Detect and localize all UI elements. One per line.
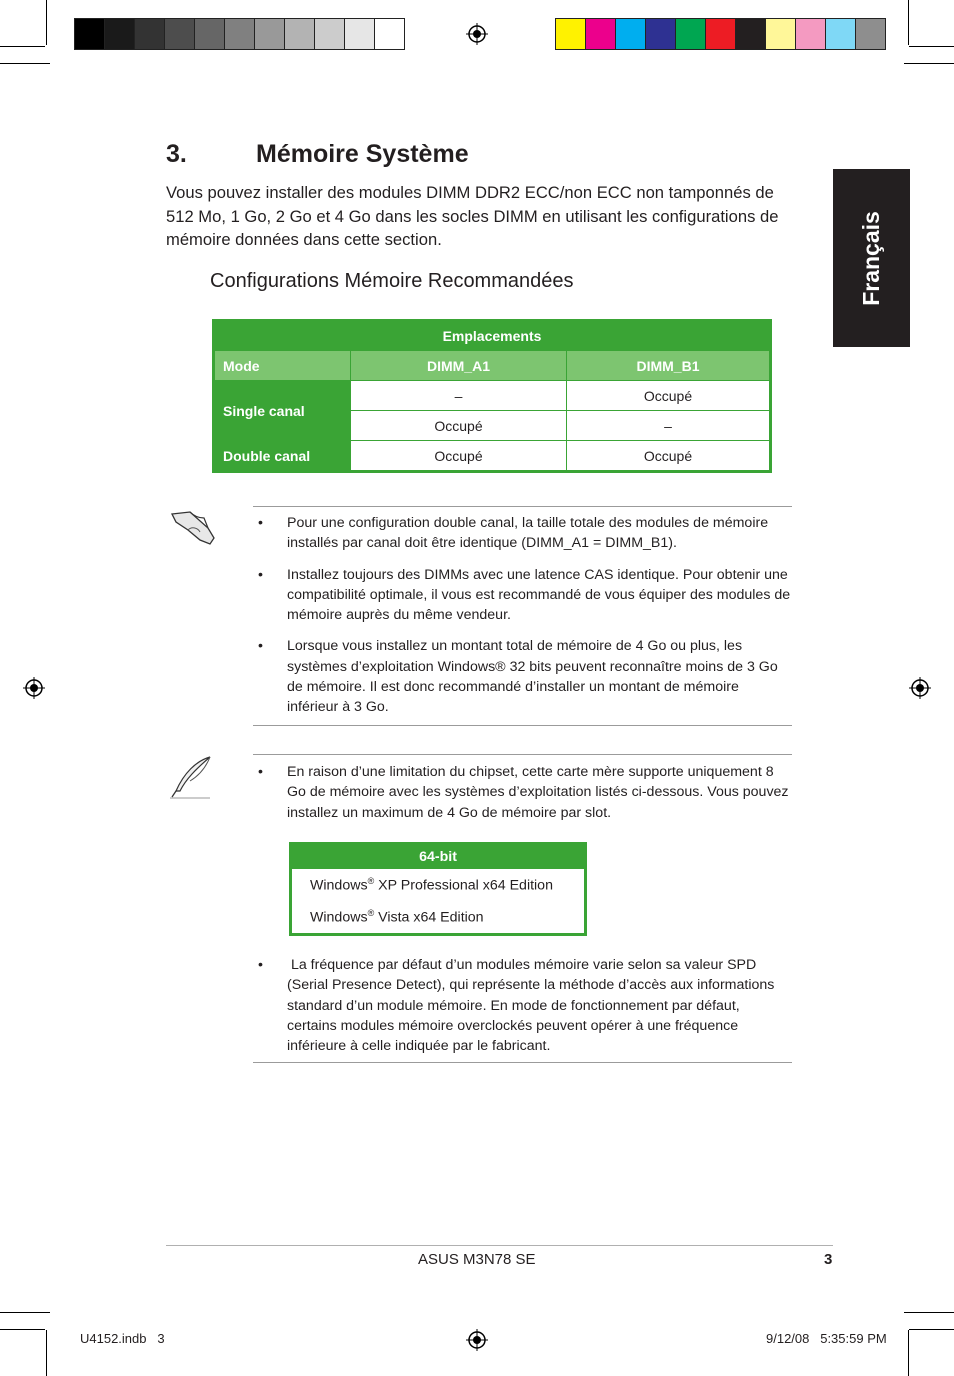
note-text: En raison d’une limitation du chipset, cette carte mère supporte uniquement 8 Go de mémoire avec les systèmes d’exploitation listés ci-dessous. Vous pouvez installez un maximum de 4 Go de mémoire par slot. bbox=[287, 764, 789, 821]
note-text: Pour une configuration double canal, la taille totale des modules de mémoire installés par canal doit être identique (DIMM_A1 = DIMM_B1). bbox=[287, 515, 769, 552]
quill-pen-icon bbox=[166, 753, 216, 801]
memory-config-table bbox=[212, 319, 772, 473]
process-color-bar bbox=[555, 18, 886, 50]
crop-mark bbox=[46, 0, 47, 45]
list-item bbox=[253, 955, 793, 1056]
side-tab-label: Français bbox=[858, 210, 885, 306]
table-title-row bbox=[214, 321, 771, 351]
footer-product: ASUS M3N78 SE bbox=[418, 1251, 536, 1268]
color-swatch bbox=[556, 19, 586, 49]
crop-mark bbox=[908, 0, 909, 45]
table-row bbox=[214, 381, 771, 411]
table-row bbox=[214, 441, 771, 472]
crop-mark bbox=[0, 63, 50, 64]
language-side-tab bbox=[833, 169, 910, 347]
crop-mark bbox=[904, 1312, 954, 1313]
table-cell: Occupé bbox=[351, 441, 567, 472]
color-swatch bbox=[315, 19, 345, 49]
divider bbox=[253, 725, 792, 726]
registration-mark-icon bbox=[23, 677, 45, 699]
crop-mark bbox=[0, 1329, 45, 1330]
color-swatch bbox=[826, 19, 856, 49]
note-text: La fréquence par défaut d’un modules mémoire varie selon sa valeur SPD (Serial Presence Detect), qui représente la méthode d’accès aux informations standard d’un module mémoire. En mode de fonctionnement par défaut, certains modules mémoire overclockés peuvent opérer à une fréquence inférieure à celle indiquée par le fabricant. bbox=[287, 957, 779, 1055]
crop-mark bbox=[904, 63, 954, 64]
os-brand: Windows bbox=[310, 909, 368, 926]
warning-note-list bbox=[253, 513, 793, 718]
subsection-heading: Configurations Mémoire Recommandées bbox=[210, 270, 574, 292]
crop-mark bbox=[909, 46, 954, 47]
note-text: Lorsque vous installez un montant total de mémoire de 4 Go ou plus, les systèmes d’exploitation Windows® 32 bits peuvent reconnaître moins de 3 Go de mémoire. Il est donc recommandé d’installer un montant de mémoire inférieur à 3 Go. bbox=[287, 638, 778, 716]
color-swatch bbox=[616, 19, 646, 49]
color-swatch bbox=[75, 19, 105, 49]
color-swatch bbox=[105, 19, 135, 49]
bullet: • bbox=[258, 638, 263, 655]
table-title: Emplacements bbox=[214, 321, 771, 351]
table-cell: – bbox=[567, 411, 771, 441]
os-table-title-row bbox=[291, 844, 586, 870]
registration-mark-icon bbox=[466, 23, 488, 45]
divider bbox=[253, 754, 792, 755]
table-cell: Occupé bbox=[567, 441, 771, 472]
os-entry bbox=[291, 869, 586, 901]
crop-mark bbox=[909, 1329, 954, 1330]
os-name: Vista x64 Edition bbox=[374, 909, 484, 926]
bullet: • bbox=[258, 764, 263, 780]
section-title: Mémoire Système bbox=[256, 140, 469, 168]
list-item bbox=[253, 513, 793, 554]
grayscale-color-bar bbox=[74, 18, 405, 50]
divider bbox=[253, 1062, 792, 1063]
header-mode: Mode bbox=[214, 351, 351, 381]
table-row bbox=[291, 901, 586, 935]
note-list bbox=[253, 955, 793, 1056]
os-entry bbox=[291, 901, 586, 935]
bullet: • bbox=[258, 957, 263, 973]
color-swatch bbox=[796, 19, 826, 49]
header-dimm-b1: DIMM_B1 bbox=[567, 351, 771, 381]
color-swatch bbox=[285, 19, 315, 49]
os-name: XP Professional x64 Edition bbox=[374, 877, 553, 894]
list-item bbox=[253, 636, 793, 717]
slug-file: U4152.indb 3 bbox=[80, 1331, 165, 1346]
color-swatch bbox=[766, 19, 796, 49]
dual-channel-label: Double canal bbox=[214, 441, 351, 472]
footer-divider bbox=[166, 1245, 833, 1246]
crop-mark bbox=[908, 1330, 909, 1376]
page-number: 3 bbox=[824, 1251, 833, 1268]
color-swatch bbox=[856, 19, 885, 49]
header-dimm-a1: DIMM_A1 bbox=[351, 351, 567, 381]
color-swatch bbox=[646, 19, 676, 49]
color-swatch bbox=[586, 19, 616, 49]
crop-mark bbox=[46, 1330, 47, 1376]
list-item bbox=[253, 762, 793, 823]
registration-mark-icon bbox=[909, 677, 931, 699]
crop-mark bbox=[0, 1312, 50, 1313]
os-table bbox=[289, 842, 587, 936]
os-table-title: 64-bit bbox=[291, 844, 586, 870]
table-cell: – bbox=[351, 381, 567, 411]
table-cell: Occupé bbox=[567, 381, 771, 411]
hand-warning-icon bbox=[168, 506, 218, 546]
color-swatch bbox=[195, 19, 225, 49]
note-text: Installez toujours des DIMMs avec une latence CAS identique. Pour obtenir une compatibilité optimale, il vous est recommandé de vous équiper des modules de mémoire auprès du même vendeur. bbox=[287, 566, 791, 624]
registered-mark: ® bbox=[367, 908, 375, 919]
color-swatch bbox=[736, 19, 766, 49]
os-brand: Windows bbox=[310, 877, 368, 894]
table-header-row bbox=[214, 351, 771, 381]
bullet: • bbox=[258, 566, 263, 583]
color-swatch bbox=[375, 19, 404, 49]
color-swatch bbox=[225, 19, 255, 49]
intro-paragraph: Vous pouvez installer des modules DIMM DDR2 ECC/non ECC non tamponnés de 512 Mo, 1 Go, 2 Go et 4 Go dans les socles DIMM en utilisant les configurations de mémoire données dans cette section. bbox=[166, 183, 779, 249]
list-item bbox=[253, 565, 793, 626]
color-swatch bbox=[135, 19, 165, 49]
color-swatch bbox=[345, 19, 375, 49]
single-channel-label: Single canal bbox=[214, 381, 351, 441]
color-swatch bbox=[165, 19, 195, 49]
section-number: 3. bbox=[166, 140, 187, 168]
crop-mark bbox=[0, 46, 45, 47]
divider bbox=[253, 506, 792, 507]
note-list bbox=[253, 762, 793, 823]
registration-mark-icon bbox=[466, 1329, 488, 1351]
registered-mark: ® bbox=[367, 876, 375, 887]
table-row bbox=[291, 869, 586, 901]
color-swatch bbox=[676, 19, 706, 49]
table-cell: Occupé bbox=[351, 411, 567, 441]
color-swatch bbox=[255, 19, 285, 49]
slug-date: 9/12/08 5:35:59 PM bbox=[766, 1331, 887, 1346]
bullet: • bbox=[258, 515, 263, 531]
color-swatch bbox=[706, 19, 736, 49]
